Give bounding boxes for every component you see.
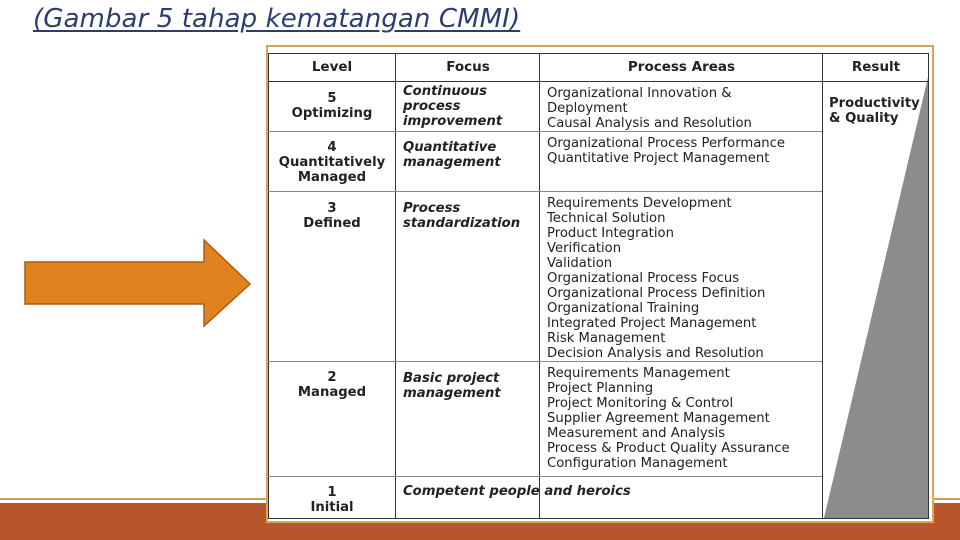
result-triangle: [824, 73, 929, 518]
result-label: Productivity & Quality: [829, 96, 920, 126]
focus-4: Quantitative management: [403, 140, 501, 170]
focus-3: Process standardization: [403, 201, 521, 231]
level-4: 4 Quantitatively Managed: [278, 140, 386, 185]
level-3: 3 Defined: [303, 201, 361, 231]
focus-5: Continuous process improvement: [403, 84, 503, 129]
focus-1: Competent people and heroics: [403, 484, 631, 499]
header-level: Level: [311, 59, 353, 75]
process-areas-5: Organizational Innovation & Deployment Causal Analysis and Resolution: [547, 86, 752, 131]
cmmi-table: [268, 53, 930, 520]
level-1: 1 Initial: [310, 485, 354, 515]
process-areas-3: Requirements Development Technical Solution Product Integration Verification Validation Organizational Process Focus Organizational Process Definition Organizational Training Integrated Project Management Risk Management Decision Analysis and Resolution: [547, 196, 766, 361]
arrow-right-icon: [24, 238, 254, 330]
header-focus: Focus: [446, 59, 490, 75]
process-areas-4: Organizational Process Performance Quantitative Project Management: [547, 136, 786, 166]
header-process-areas: Process Areas: [627, 59, 736, 75]
process-areas-2: Requirements Management Project Planning Project Monitoring & Control Supplier Agreement Management Measurement and Analysis Process & Product Quality Assurance Configuration Management: [547, 366, 790, 471]
focus-2: Basic project management: [403, 371, 501, 401]
header-result: Result: [851, 59, 901, 75]
level-5: 5 Optimizing: [291, 91, 373, 121]
page-title: (Gambar 5 tahap kematangan CMMI): [33, 4, 521, 34]
level-2: 2 Managed: [297, 370, 367, 400]
